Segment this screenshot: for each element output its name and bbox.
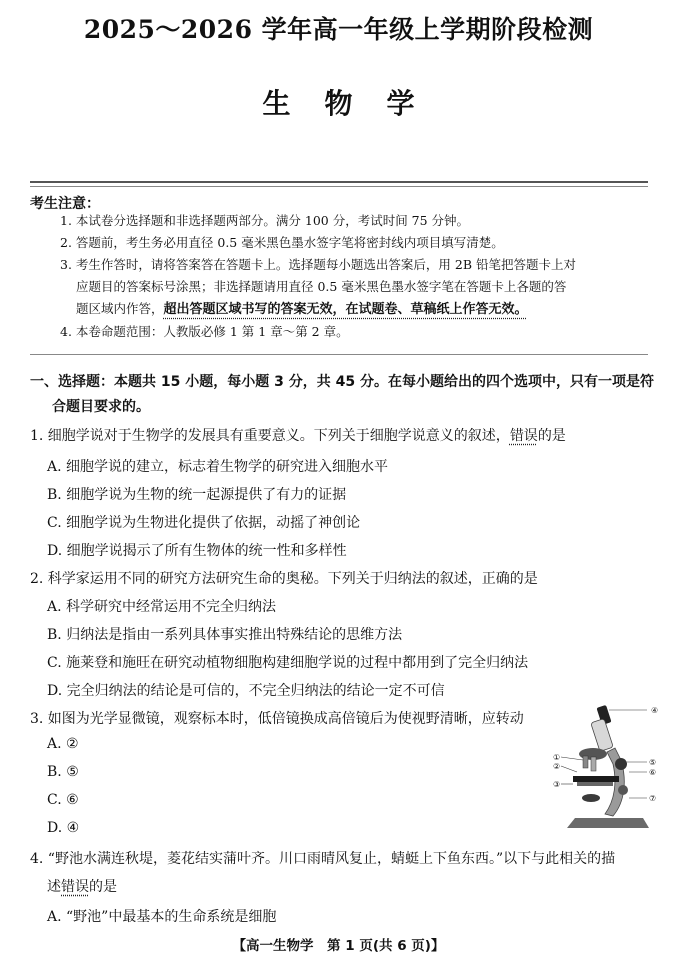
page-footer: 【高一生物学 第 1 页(共 6 页)】 — [232, 938, 445, 954]
figure-label-4: ④ — [651, 706, 659, 715]
notice-invalid-warning: 超出答题区域书写的答案无效，在试题卷、草稿纸上作答无效。 — [163, 302, 528, 317]
question-4-emphasis: 错误 — [61, 879, 89, 895]
section-heading: 一、选择题：本题共 15 小题，每小题 3 分，共 45 分。在每小题给出的四个选项中，只有一项是符 — [30, 374, 654, 390]
notice-item-2: 2. 答题前，考生务必用直径 0.5 毫米黑色墨水签字笔将密封线内项目填写清楚。 — [60, 235, 504, 250]
notice-item-3-prefix: 题区域内作答， — [76, 301, 164, 316]
question-1-stem-text: 1. 细胞学说对于生物学的发展具有重要意义。下列关于细胞学说意义的叙述， — [30, 428, 510, 444]
notice-item-3: 3. 考生作答时，请将答案答在答题卡上。选择题每小题选出答案后，用 2B 铅笔把答题卡上对 — [60, 257, 576, 272]
question-4-stem-text: 述 — [47, 879, 61, 895]
notice-heading: 考生注意： — [30, 196, 100, 212]
figure-label-5: ⑤ — [649, 758, 657, 767]
question-1-option-c: C. 细胞学说为生物进化提供了依据，动摇了神创论 — [47, 515, 361, 531]
microscope-figure — [553, 702, 663, 834]
question-1-stem — [30, 425, 566, 445]
question-2-stem: 2. 科学家运用不同的研究方法研究生命的奥秘。下列关于归纳法的叙述，正确的是 — [30, 571, 538, 587]
notice-item-3-cont: 应题目的答案标号涂黑；非选择题请用直径 0.5 毫米黑色墨水签字笔在答题卡上各题的答 — [76, 279, 567, 294]
notice-divider — [30, 354, 648, 355]
question-1-emphasis: 错误 — [509, 428, 538, 444]
question-4-stem-line2 — [47, 876, 117, 896]
question-4-stem-line1: 4. “野池水满连秋堤，菱花结实蒲叶齐。川口雨晴风复止，蜻蜓上下鱼东西。”以下与此相关的描 — [30, 851, 616, 867]
question-3-option-c: C. ⑥ — [47, 792, 79, 808]
header-rule-thick — [30, 181, 648, 183]
question-2-option-b: B. 归纳法是指由一系列具体事实推出特殊结论的思维方法 — [47, 627, 403, 643]
microscope-tube — [591, 719, 614, 752]
question-2-option-c: C. 施莱登和施旺在研究动植物细胞构建细胞学说的过程中都用到了完全归纳法 — [47, 655, 529, 671]
stage — [573, 776, 619, 782]
figure-label-7: ⑦ — [649, 794, 657, 803]
notice-item-1: 1. 本试卷分选择题和非选择题两部分。满分 100 分，考试时间 75 分钟。 — [60, 213, 470, 228]
figure-label-1: ① — [553, 753, 561, 762]
figure-label-3: ③ — [553, 780, 561, 789]
fine-knob — [618, 785, 628, 795]
subject-title: 生物学 — [262, 87, 449, 120]
question-3-option-d: D. ④ — [47, 820, 80, 836]
microscope-base — [567, 818, 649, 828]
section-heading-cont: 合题目要求的。 — [52, 399, 150, 415]
question-3-stem: 3. 如图为光学显微镜，观察标本时，低倍镜换成高倍镜后为使视野清晰，应转动 — [30, 711, 524, 727]
question-1-option-b: B. 细胞学说为生物的统一起源提供了有力的证据 — [47, 487, 347, 503]
question-1-option-a: A. 细胞学说的建立，标志着生物学的研究进入细胞水平 — [47, 459, 389, 475]
question-1-option-d: D. 细胞学说揭示了所有生物体的统一性和多样性 — [47, 543, 347, 559]
figure-label-6: ⑥ — [649, 768, 657, 777]
notice-item-4: 4. 本卷命题范围：人教版必修 1 第 1 章～第 2 章。 — [60, 324, 349, 339]
question-1-stem-end: 的是 — [537, 428, 566, 444]
coarse-knob — [615, 758, 627, 770]
notice-item-3-end — [76, 298, 528, 321]
mirror — [582, 794, 600, 802]
header-rule-thin — [30, 186, 648, 187]
question-4-option-a: A. “野池”中最基本的生命系统是细胞 — [47, 909, 277, 925]
question-2-option-a: A. 科学研究中经常运用不完全归纳法 — [47, 599, 277, 615]
question-4-stem-end: 的是 — [89, 879, 117, 895]
stage-clip — [577, 782, 613, 786]
objective-2 — [591, 757, 596, 771]
question-3-option-a: A. ② — [47, 736, 79, 752]
exam-title: 2025～2026 学年高一年级上学期阶段检测 — [83, 15, 594, 44]
figure-label-2: ② — [553, 762, 561, 771]
objective-1 — [583, 756, 588, 768]
question-3-option-b: B. ⑤ — [47, 764, 79, 780]
question-2-option-d: D. 完全归纳法的结论是可信的，不完全归纳法的结论一定不可信 — [47, 683, 445, 699]
